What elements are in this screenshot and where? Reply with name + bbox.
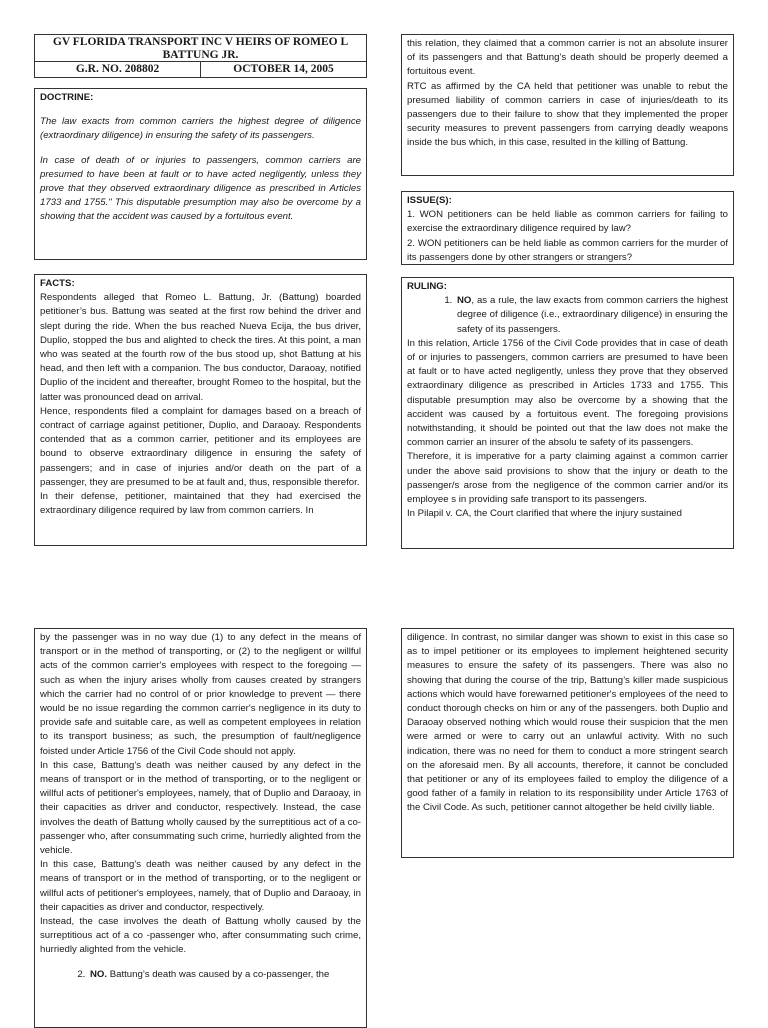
ruling-list xyxy=(40,968,361,982)
doctrine-text-1: The law exacts from common carriers the highest degree of diligence (extraordinary diligence) in ensuring the safety of its passengers. xyxy=(40,116,361,142)
facts-paragraph: Hence, respondents filed a complaint for damages based on a breach of contract of carriage against petitioner, Duplio, and Daraoay. Respondents contended that as a common carrier, petitioner and its employees are bound to observe extraordinary diligence in ensuring the safety of passengers; and in case of injuries and/or death on the part of a passenger, they are presumed to be at fault and, thus, responsible therefor. xyxy=(40,405,361,488)
ruling-paragraph: In this case, Battung’s death was neither caused by any defect in the means of transport or in the method of transporting, or to the negligent or willful acts of petitioner's employees, namely, that of Duplio and Daraoay, in their capacities as driver and conductor, respectively. xyxy=(40,859,361,913)
ruling-paragraph: In Pilapil v. CA, the Court clarified that where the injury sustained xyxy=(407,508,682,520)
facts-paragraph: In their defense, petitioner, maintained that they had exercised the extraordinary diligence required by law from common carriers. In xyxy=(40,491,361,517)
ruling-paragraph: Instead, the case involves the death of Battung wholly caused by the surreptitious act of a co -passenger who, after consummating such crime, hurriedly alighted from the vehicle. xyxy=(40,916,361,956)
doctrine-text-2: In case of death of or injuries to passengers, common carriers are presumed to have been at fault or to have acted negligently, unless they prove that they observed extraordinary diligence as prescribed in Articles 1733 and 1755." This disputable presumption may also be overcome by a showing that the accident was caused by a fortuitous event. xyxy=(40,154,361,223)
ruling-box xyxy=(401,277,734,549)
case-title-block xyxy=(34,34,367,78)
ruling-item-1: 1. NO, as a rule, the law exacts from common carriers the highest degree of diligence (i.e., extraordinary diligence) in ensuring the safety of its passengers. xyxy=(455,294,728,337)
ruling-continued-box-2 xyxy=(401,628,734,858)
gr-number: G.R. NO. 208802 xyxy=(35,62,201,78)
issue-item: 1. WON petitioners can be held liable as common carriers for failing to exercise the extraordinary diligence required by law? xyxy=(407,209,728,235)
facts-paragraph: Respondents alleged that Romeo L. Battung, Jr. (Battung) boarded petitioner’s bus. Battung was seated at the first row behind the driver and slept during the ride. When the bus reached Nueva Ecija, the bus driver, Duplio, stopped the bus and alighted to check the tires. At this point, a man who was seated at the fourth row of the bus stood up, shot Battung at his head, and then left with a companion. The bus conductor, Daraoay, notified Duplio of the incident and thereafter, brought Romeo to the hospital, but the latter was pronounced dead on arrival. xyxy=(40,292,361,403)
issues-box xyxy=(401,191,734,265)
ruling-item-2: 2. NO. Battung’s death was caused by a co-passenger, the xyxy=(88,968,361,982)
facts-continued-box xyxy=(401,34,734,176)
ruling-heading: RULING: xyxy=(407,281,447,292)
ruling-paragraph: diligence. In contrast, no similar danger was shown to exist in this case so as to impel petitioner or its employees to implement heightened security measures to ensure the safety of its passengers. There was also no showing that during the course of the trip, Battung’s killer made suspicious actions which would have forewarned petitioner's employees of the need to conduct thorough checks on him or any of the passengers. both Duplio and Daraoay observed nothing which would rouse their suspicion that the men were armed or were to carry out an unlawful activity. With no such indication, there was no need for them to conduct a more stringent search on the aforesaid men. By all accounts, therefore, it cannot be concluded that petitioner or any of its employees failed to employ the diligence of a good father of a family in relation to its responsibility under Article 1763 of the Civil Code. As such, petitioner cannot altogether be held civilly liable. xyxy=(407,632,728,814)
ruling-continued-box xyxy=(34,628,367,1028)
facts-paragraph: RTC as affirmed by the CA held that petitioner was unable to rebut the presumed liability of common carriers in case of injuries/death to its passengers due to their failure to show that they implemented the proper security measures to prevent passengers from carrying deadly weapons inside the bus which, in this case, resulted in the killing of Battung. xyxy=(407,80,728,149)
ruling-paragraph: In this case, Battung’s death was neither caused by any defect in the means of transport or in the method of transporting, or to the negligent or willful acts of petitioner's employees, namely, that of Duplio and Daraoay, in their capacities as driver and conductor, respectively. Instead, the case involves the death of Battung wholly caused by the surreptitious act of a co-passenger who, after consummating such crime, hurriedly alighted from the vehicle. xyxy=(40,759,361,857)
facts-box xyxy=(34,274,367,546)
issue-item: 2. WON petitioners can be held liable as common carriers for the murder of its passengers done by other strangers or strangers? xyxy=(407,237,728,263)
ruling-paragraph: In this relation, Article 1756 of the Civil Code provides that in case of death of or injuries to passengers, common carriers are presumed to have been at fault or to have acted negligently, unless they prove that they observed extraordinary diligence as prescribed in Articles 1733 and 1755. This disputable presumption may also be overcome by a showing that the accident was caused by a fortuitous event. The foregoing provisions notwithstanding, it should be pointed out that the law does not make the common carrier an insurer of the absolu te safety of its passengers. xyxy=(407,337,728,449)
facts-paragraph: this relation, they claimed that a common carrier is not an absolute insurer of its passengers and that Battung’s death should be properly deemed a fortuitous event. xyxy=(407,38,728,78)
doctrine-box xyxy=(34,88,367,260)
decision-date: OCTOBER 14, 2005 xyxy=(233,63,334,75)
ruling-list xyxy=(407,294,728,337)
issues-heading: ISSUE(S): xyxy=(407,195,452,206)
ruling-paragraph: by the passenger was in no way due (1) to any defect in the means of transport or in the method of transporting, or (2) to the negligent or willful acts of the common carrier's employees with respect to the foregoing — such as when the injury arises wholly from causes created by strangers which the carrier had no control of or prior knowledge to prevent — there would be no issue regarding the common carrier's negligence in its duty to provide safe and suitable care, as well as competent employees in relation to its transport business; as such, the presumption of fault/negligence foisted under Article 1756 of the Civil Code should not apply. xyxy=(40,632,361,757)
facts-heading: FACTS: xyxy=(40,278,75,289)
doctrine-heading: DOCTRINE: xyxy=(40,92,94,103)
case-title: GV FLORIDA TRANSPORT INC V HEIRS OF ROMEO L BATTUNG JR. xyxy=(35,35,366,62)
ruling-paragraph: Therefore, it is imperative for a party claiming against a common carrier under the above said provisions to show that the injury or death to the passenger/s arose from the negligence of the common carrier and/or its employee s in providing safe transport to its passengers. xyxy=(407,451,728,506)
